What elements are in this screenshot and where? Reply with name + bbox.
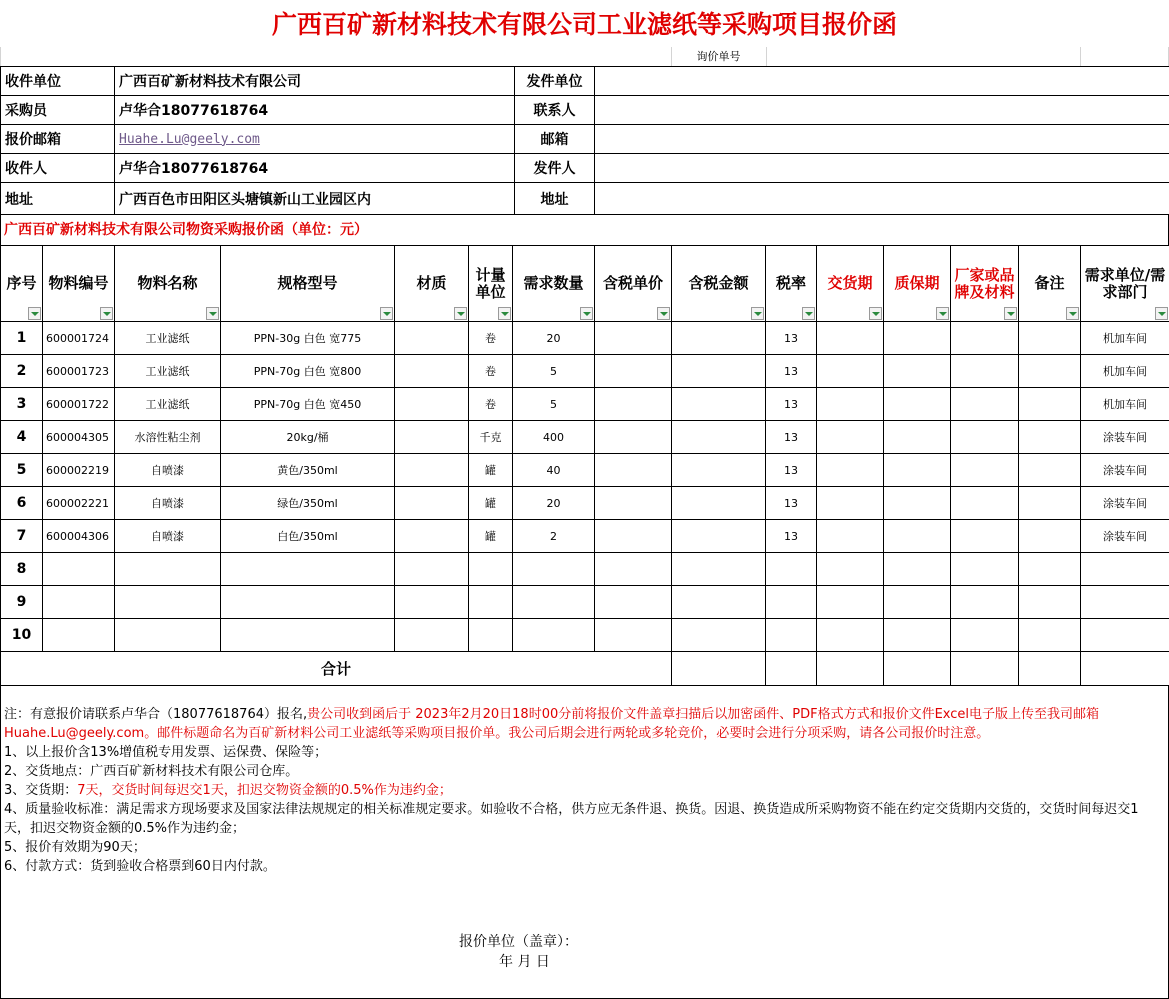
- cell-qty[interactable]: 40: [513, 454, 595, 487]
- cell-material[interactable]: [395, 388, 469, 421]
- date-label: 年 月 日: [499, 954, 550, 970]
- cell-delivery[interactable]: [817, 322, 884, 355]
- cell-price[interactable]: [595, 355, 672, 388]
- cell-tax[interactable]: [766, 586, 817, 619]
- total-cell[interactable]: [884, 652, 951, 686]
- column-header-label: 厂家或品牌及材料: [954, 265, 1015, 301]
- filter-dropdown-icon[interactable]: [498, 307, 511, 320]
- cell-spec[interactable]: [221, 619, 395, 652]
- cell-warranty[interactable]: [884, 355, 951, 388]
- column-header: [595, 246, 672, 322]
- note-item-5: 5、报价有效期为90天；: [4, 840, 146, 855]
- cell-code[interactable]: [43, 586, 115, 619]
- cell-code[interactable]: 600002221: [43, 487, 115, 520]
- cell-material[interactable]: [395, 619, 469, 652]
- cell-tax[interactable]: 13: [766, 520, 817, 553]
- cell-no: 7: [1, 520, 43, 553]
- cell-delivery[interactable]: [817, 553, 884, 586]
- filter-dropdown-icon[interactable]: [936, 307, 949, 320]
- cell-name[interactable]: 水溶性粘尘剂: [115, 421, 221, 454]
- column-header-label: 需求单位/需求部门: [1084, 265, 1166, 301]
- cell-price[interactable]: [595, 454, 672, 487]
- table-row: [1, 421, 1169, 454]
- total-cell[interactable]: [1019, 652, 1081, 686]
- column-header-label: 物料编号: [48, 274, 109, 292]
- buyer-label: 采购员: [1, 96, 115, 125]
- note-item-3-red: 7天，交货时间每迟交1天，扣迟交物资金额的0.5%作为违约金；: [77, 783, 452, 798]
- cell-amount[interactable]: [672, 454, 766, 487]
- terms-notes: [0, 685, 1169, 999]
- cell-qty[interactable]: 2: [513, 520, 595, 553]
- cell-delivery[interactable]: [817, 520, 884, 553]
- cell-delivery[interactable]: [817, 487, 884, 520]
- cell-qty[interactable]: 5: [513, 388, 595, 421]
- cell-code[interactable]: 600001724: [43, 322, 115, 355]
- cell-qty[interactable]: [513, 619, 595, 652]
- column-header-label: 规格型号: [277, 274, 338, 292]
- table-row: [1, 355, 1169, 388]
- cell-brand[interactable]: [951, 454, 1019, 487]
- cell-material[interactable]: [395, 553, 469, 586]
- note-item-6: 6、付款方式：货到验收合格票到60日内付款。: [4, 859, 276, 874]
- email-value[interactable]: [595, 125, 1169, 154]
- email-label: 邮箱: [515, 125, 595, 154]
- cell-no: 6: [1, 487, 43, 520]
- column-header: [513, 246, 595, 322]
- sender-address-label: 地址: [515, 183, 595, 215]
- recipient-value[interactable]: 卢华合18077618764: [115, 154, 515, 183]
- filter-dropdown-icon[interactable]: [802, 307, 815, 320]
- column-header-label: 需求数量: [523, 274, 584, 292]
- cell-warranty[interactable]: [884, 520, 951, 553]
- cell-brand[interactable]: [951, 553, 1019, 586]
- cell-name[interactable]: 自喷漆: [115, 454, 221, 487]
- column-header-label: 质保期: [894, 274, 940, 292]
- cell-code[interactable]: 600004306: [43, 520, 115, 553]
- cell-tax[interactable]: 13: [766, 355, 817, 388]
- cell-spec[interactable]: 绿色/350ml: [221, 487, 395, 520]
- cell-price[interactable]: [595, 388, 672, 421]
- note-item-4: 4、质量验收标准：满足需求方现场要求及国家法律法规规定的相关标准规定要求。如验收不合格，供方应无条件退、换货。因退、换货造成所采购物资不能在约定交货期内交货的，交货时间每迟交1天，扣迟交物资金额的0.5%作为违约金；: [4, 802, 1139, 836]
- table-row: [1, 322, 1169, 355]
- filter-dropdown-icon[interactable]: [206, 307, 219, 320]
- cell-tax[interactable]: 13: [766, 487, 817, 520]
- filter-dropdown-icon[interactable]: [1004, 307, 1017, 320]
- cell-qty[interactable]: [513, 586, 595, 619]
- cell-delivery[interactable]: [817, 619, 884, 652]
- cell-brand[interactable]: [951, 619, 1019, 652]
- cell-warranty[interactable]: [884, 586, 951, 619]
- cell-tax[interactable]: 13: [766, 421, 817, 454]
- cell-tax[interactable]: 13: [766, 322, 817, 355]
- filter-dropdown-icon[interactable]: [100, 307, 113, 320]
- sender-address-value[interactable]: [595, 183, 1169, 215]
- page-title: 广西百矿新材料技术有限公司工业滤纸等采购项目报价函: [271, 10, 897, 39]
- cell-remark[interactable]: [1019, 355, 1081, 388]
- cell-brand[interactable]: [951, 355, 1019, 388]
- filter-dropdown-icon[interactable]: [657, 307, 670, 320]
- column-header-label: 含税单价: [602, 274, 663, 292]
- cell-qty[interactable]: 20: [513, 322, 595, 355]
- quote-unit-stamp-label: 报价单位（盖章）：: [459, 934, 578, 950]
- receiver-unit-value[interactable]: 广西百矿新材料技术有限公司: [115, 67, 515, 96]
- column-header: [951, 246, 1019, 322]
- cell-unit[interactable]: 罐: [469, 487, 513, 520]
- column-header-label: 计量单位: [475, 265, 506, 301]
- total-label: 合计: [1, 652, 672, 686]
- sender-unit-label: 发件单位: [515, 67, 595, 96]
- cell-price[interactable]: [595, 553, 672, 586]
- cell-unit[interactable]: [469, 619, 513, 652]
- cell-name[interactable]: [115, 553, 221, 586]
- cell-tax[interactable]: 13: [766, 388, 817, 421]
- table-row: [1, 520, 1169, 553]
- cell-remark[interactable]: [1019, 619, 1081, 652]
- cell-warranty[interactable]: [884, 487, 951, 520]
- column-header: [1019, 246, 1081, 322]
- table-row: [1, 388, 1169, 421]
- cell-remark[interactable]: [1019, 553, 1081, 586]
- cell-price[interactable]: [595, 487, 672, 520]
- cell-unit[interactable]: [469, 553, 513, 586]
- note-item-2: 2、交货地点：广西百矿新材料技术有限公司仓库。: [4, 764, 299, 779]
- total-amount-cell[interactable]: [672, 652, 766, 686]
- cell-unit[interactable]: 卷: [469, 388, 513, 421]
- cell-code[interactable]: 600001723: [43, 355, 115, 388]
- note-item-1: 1、以上报价含13%增值税专用发票、运保费、保险等；: [4, 745, 328, 760]
- cell-amount[interactable]: [672, 355, 766, 388]
- cell-spec[interactable]: PPN-30g 白色 宽775: [221, 322, 395, 355]
- cell-remark[interactable]: [1019, 454, 1081, 487]
- sender-label: 发件人: [515, 154, 595, 183]
- cell-dept[interactable]: 机加车间: [1081, 388, 1169, 421]
- filter-dropdown-icon[interactable]: [751, 307, 764, 320]
- cell-unit[interactable]: 卷: [469, 355, 513, 388]
- column-header-label: 交货期: [827, 274, 873, 292]
- cell-name[interactable]: [115, 619, 221, 652]
- filter-dropdown-icon[interactable]: [454, 307, 467, 320]
- cell-name[interactable]: 工业滤纸: [115, 388, 221, 421]
- cell-spec[interactable]: [221, 553, 395, 586]
- cell-dept[interactable]: 涂装车间: [1081, 454, 1169, 487]
- column-header-label: 物料名称: [137, 274, 198, 292]
- column-header: [115, 246, 221, 322]
- address-value[interactable]: 广西百色市田阳区头塘镇新山工业园区内: [115, 183, 515, 215]
- cell-material[interactable]: [395, 586, 469, 619]
- filter-dropdown-icon[interactable]: [1066, 307, 1079, 320]
- cell-no: 9: [1, 586, 43, 619]
- receiver-unit-label: 收件单位: [1, 67, 115, 96]
- quote-email-label: 报价邮箱: [1, 125, 115, 154]
- table-row: [1, 454, 1169, 487]
- cell-amount[interactable]: [672, 586, 766, 619]
- cell-dept[interactable]: 涂装车间: [1081, 421, 1169, 454]
- notes-intro-black: 注：有意报价请联系卢华合（18077618764）报名,: [4, 707, 308, 722]
- cell-unit[interactable]: 罐: [469, 454, 513, 487]
- cell-code[interactable]: [43, 619, 115, 652]
- total-cell[interactable]: [1081, 652, 1169, 686]
- cell-amount[interactable]: [672, 487, 766, 520]
- cell-warranty[interactable]: [884, 454, 951, 487]
- cell-qty[interactable]: 20: [513, 487, 595, 520]
- inquiry-number-row: [0, 47, 1169, 66]
- cell-qty[interactable]: 400: [513, 421, 595, 454]
- contact-value[interactable]: [595, 96, 1169, 125]
- cell-amount[interactable]: [672, 553, 766, 586]
- column-header-label: 序号: [6, 274, 37, 292]
- cell-dept[interactable]: 涂装车间: [1081, 520, 1169, 553]
- notes-intro-red: 贵公司收到函后于 2023年2月20日18时00分前将报价文件盖章扫描后以加密函件、PDF格式方式和报价文件Excel电子版上传至我司邮箱Huahe.Lu@geely.com。邮件标题命名为百矿新材料公司工业滤纸等采购项目报价单。我公司后期会进行两轮或多轮竞价，必要时会进行分项采购，请各公司报价时注意。: [4, 707, 1100, 741]
- column-header: [1, 246, 43, 322]
- cell-no: 5: [1, 454, 43, 487]
- cell-no: 1: [1, 322, 43, 355]
- cell-amount[interactable]: [672, 619, 766, 652]
- cell-qty[interactable]: [513, 553, 595, 586]
- cell-delivery[interactable]: [817, 421, 884, 454]
- column-header-label: 含税金额: [688, 274, 749, 292]
- cell-no: 3: [1, 388, 43, 421]
- cell-brand[interactable]: [951, 322, 1019, 355]
- cell-spec[interactable]: PPN-70g 白色 宽800: [221, 355, 395, 388]
- cell-material[interactable]: [395, 355, 469, 388]
- cell-amount[interactable]: [672, 421, 766, 454]
- cell-amount[interactable]: [672, 322, 766, 355]
- cell-warranty[interactable]: [884, 421, 951, 454]
- notes-intro: [4, 705, 1164, 743]
- column-header-label: 备注: [1034, 274, 1065, 292]
- cell-material[interactable]: [395, 487, 469, 520]
- cell-spec[interactable]: 20kg/桶: [221, 421, 395, 454]
- cell-material[interactable]: [395, 520, 469, 553]
- filter-dropdown-icon[interactable]: [580, 307, 593, 320]
- cell-unit[interactable]: 卷: [469, 322, 513, 355]
- cell-no: 10: [1, 619, 43, 652]
- column-header-label: 税率: [775, 274, 806, 292]
- signature-block: [459, 932, 578, 972]
- cell-brand[interactable]: [951, 421, 1019, 454]
- section-subheading: 广西百矿新材料技术有限公司物资采购报价函（单位：元）: [0, 215, 1169, 245]
- filter-dropdown-icon[interactable]: [380, 307, 393, 320]
- cell-remark[interactable]: [1019, 586, 1081, 619]
- cell-spec[interactable]: 白色/350ml: [221, 520, 395, 553]
- cell-tax[interactable]: [766, 619, 817, 652]
- cell-name[interactable]: 工业滤纸: [115, 355, 221, 388]
- table-row: [1, 619, 1169, 652]
- table-header-row: [1, 246, 1169, 322]
- cell-brand[interactable]: [951, 487, 1019, 520]
- cell-remark[interactable]: [1019, 322, 1081, 355]
- total-cell[interactable]: [951, 652, 1019, 686]
- cell-dept[interactable]: 机加车间: [1081, 355, 1169, 388]
- sender-value[interactable]: [595, 154, 1169, 183]
- cell-material[interactable]: [395, 454, 469, 487]
- cell-code[interactable]: 600002219: [43, 454, 115, 487]
- column-header: [884, 246, 951, 322]
- cell-price[interactable]: [595, 421, 672, 454]
- filter-dropdown-icon[interactable]: [28, 307, 41, 320]
- cell-warranty[interactable]: [884, 619, 951, 652]
- cell-code[interactable]: [43, 553, 115, 586]
- quotation-table: [0, 245, 1169, 686]
- note-item-3: [4, 781, 1164, 800]
- cell-remark[interactable]: [1019, 520, 1081, 553]
- cell-dept[interactable]: 涂装车间: [1081, 487, 1169, 520]
- cell-price[interactable]: [595, 619, 672, 652]
- column-header-label: 材质: [416, 274, 447, 292]
- cell-amount[interactable]: [672, 520, 766, 553]
- cell-amount[interactable]: [672, 388, 766, 421]
- cell-brand[interactable]: [951, 586, 1019, 619]
- column-header: [221, 246, 395, 322]
- cell-material[interactable]: [395, 421, 469, 454]
- cell-material[interactable]: [395, 322, 469, 355]
- cell-code[interactable]: 600004305: [43, 421, 115, 454]
- cell-dept[interactable]: [1081, 586, 1169, 619]
- filter-dropdown-icon[interactable]: [869, 307, 882, 320]
- cell-dept[interactable]: 机加车间: [1081, 322, 1169, 355]
- cell-spec[interactable]: PPN-70g 白色 宽450: [221, 388, 395, 421]
- cell-no: 2: [1, 355, 43, 388]
- note-item-3-black: 3、交货期：: [4, 783, 78, 798]
- column-header: [766, 246, 817, 322]
- cell-name[interactable]: 工业滤纸: [115, 322, 221, 355]
- cell-price[interactable]: [595, 322, 672, 355]
- column-header: [43, 246, 115, 322]
- cell-spec[interactable]: [221, 586, 395, 619]
- cell-spec[interactable]: 黄色/350ml: [221, 454, 395, 487]
- cell-remark[interactable]: [1019, 388, 1081, 421]
- cell-remark[interactable]: [1019, 421, 1081, 454]
- cell-delivery[interactable]: [817, 454, 884, 487]
- cell-no: 8: [1, 553, 43, 586]
- cell-unit[interactable]: 罐: [469, 520, 513, 553]
- total-cell[interactable]: [766, 652, 817, 686]
- table-row: [1, 586, 1169, 619]
- table-row: [1, 553, 1169, 586]
- cell-warranty[interactable]: [884, 388, 951, 421]
- address-label: 地址: [1, 183, 115, 215]
- contact-label: 联系人: [515, 96, 595, 125]
- total-cell[interactable]: [817, 652, 884, 686]
- contact-info-table: [0, 66, 1169, 215]
- cell-price[interactable]: [595, 586, 672, 619]
- cell-no: 4: [1, 421, 43, 454]
- buyer-value[interactable]: 卢华合18077618764: [115, 96, 515, 125]
- inquiry-number-label: 询价单号: [696, 50, 741, 63]
- table-row: [1, 487, 1169, 520]
- cell-price[interactable]: [595, 520, 672, 553]
- cell-unit[interactable]: 千克: [469, 421, 513, 454]
- cell-remark[interactable]: [1019, 487, 1081, 520]
- cell-brand[interactable]: [951, 520, 1019, 553]
- cell-name[interactable]: 自喷漆: [115, 487, 221, 520]
- cell-brand[interactable]: [951, 388, 1019, 421]
- cell-dept[interactable]: [1081, 553, 1169, 586]
- quote-email-link[interactable]: Huahe.Lu@geely.com: [115, 125, 515, 154]
- cell-tax[interactable]: 13: [766, 454, 817, 487]
- filter-dropdown-icon[interactable]: [1155, 307, 1168, 320]
- cell-delivery[interactable]: [817, 586, 884, 619]
- cell-warranty[interactable]: [884, 322, 951, 355]
- cell-dept[interactable]: [1081, 619, 1169, 652]
- column-header: [672, 246, 766, 322]
- cell-name[interactable]: [115, 586, 221, 619]
- cell-qty[interactable]: 5: [513, 355, 595, 388]
- cell-name[interactable]: 自喷漆: [115, 520, 221, 553]
- cell-delivery[interactable]: [817, 355, 884, 388]
- column-header: [469, 246, 513, 322]
- cell-warranty[interactable]: [884, 553, 951, 586]
- column-header: [1081, 246, 1169, 322]
- cell-delivery[interactable]: [817, 388, 884, 421]
- column-header: [395, 246, 469, 322]
- recipient-label: 收件人: [1, 154, 115, 183]
- cell-code[interactable]: 600001722: [43, 388, 115, 421]
- column-header: [817, 246, 884, 322]
- cell-tax[interactable]: [766, 553, 817, 586]
- sender-unit-value[interactable]: [595, 67, 1169, 96]
- cell-unit[interactable]: [469, 586, 513, 619]
